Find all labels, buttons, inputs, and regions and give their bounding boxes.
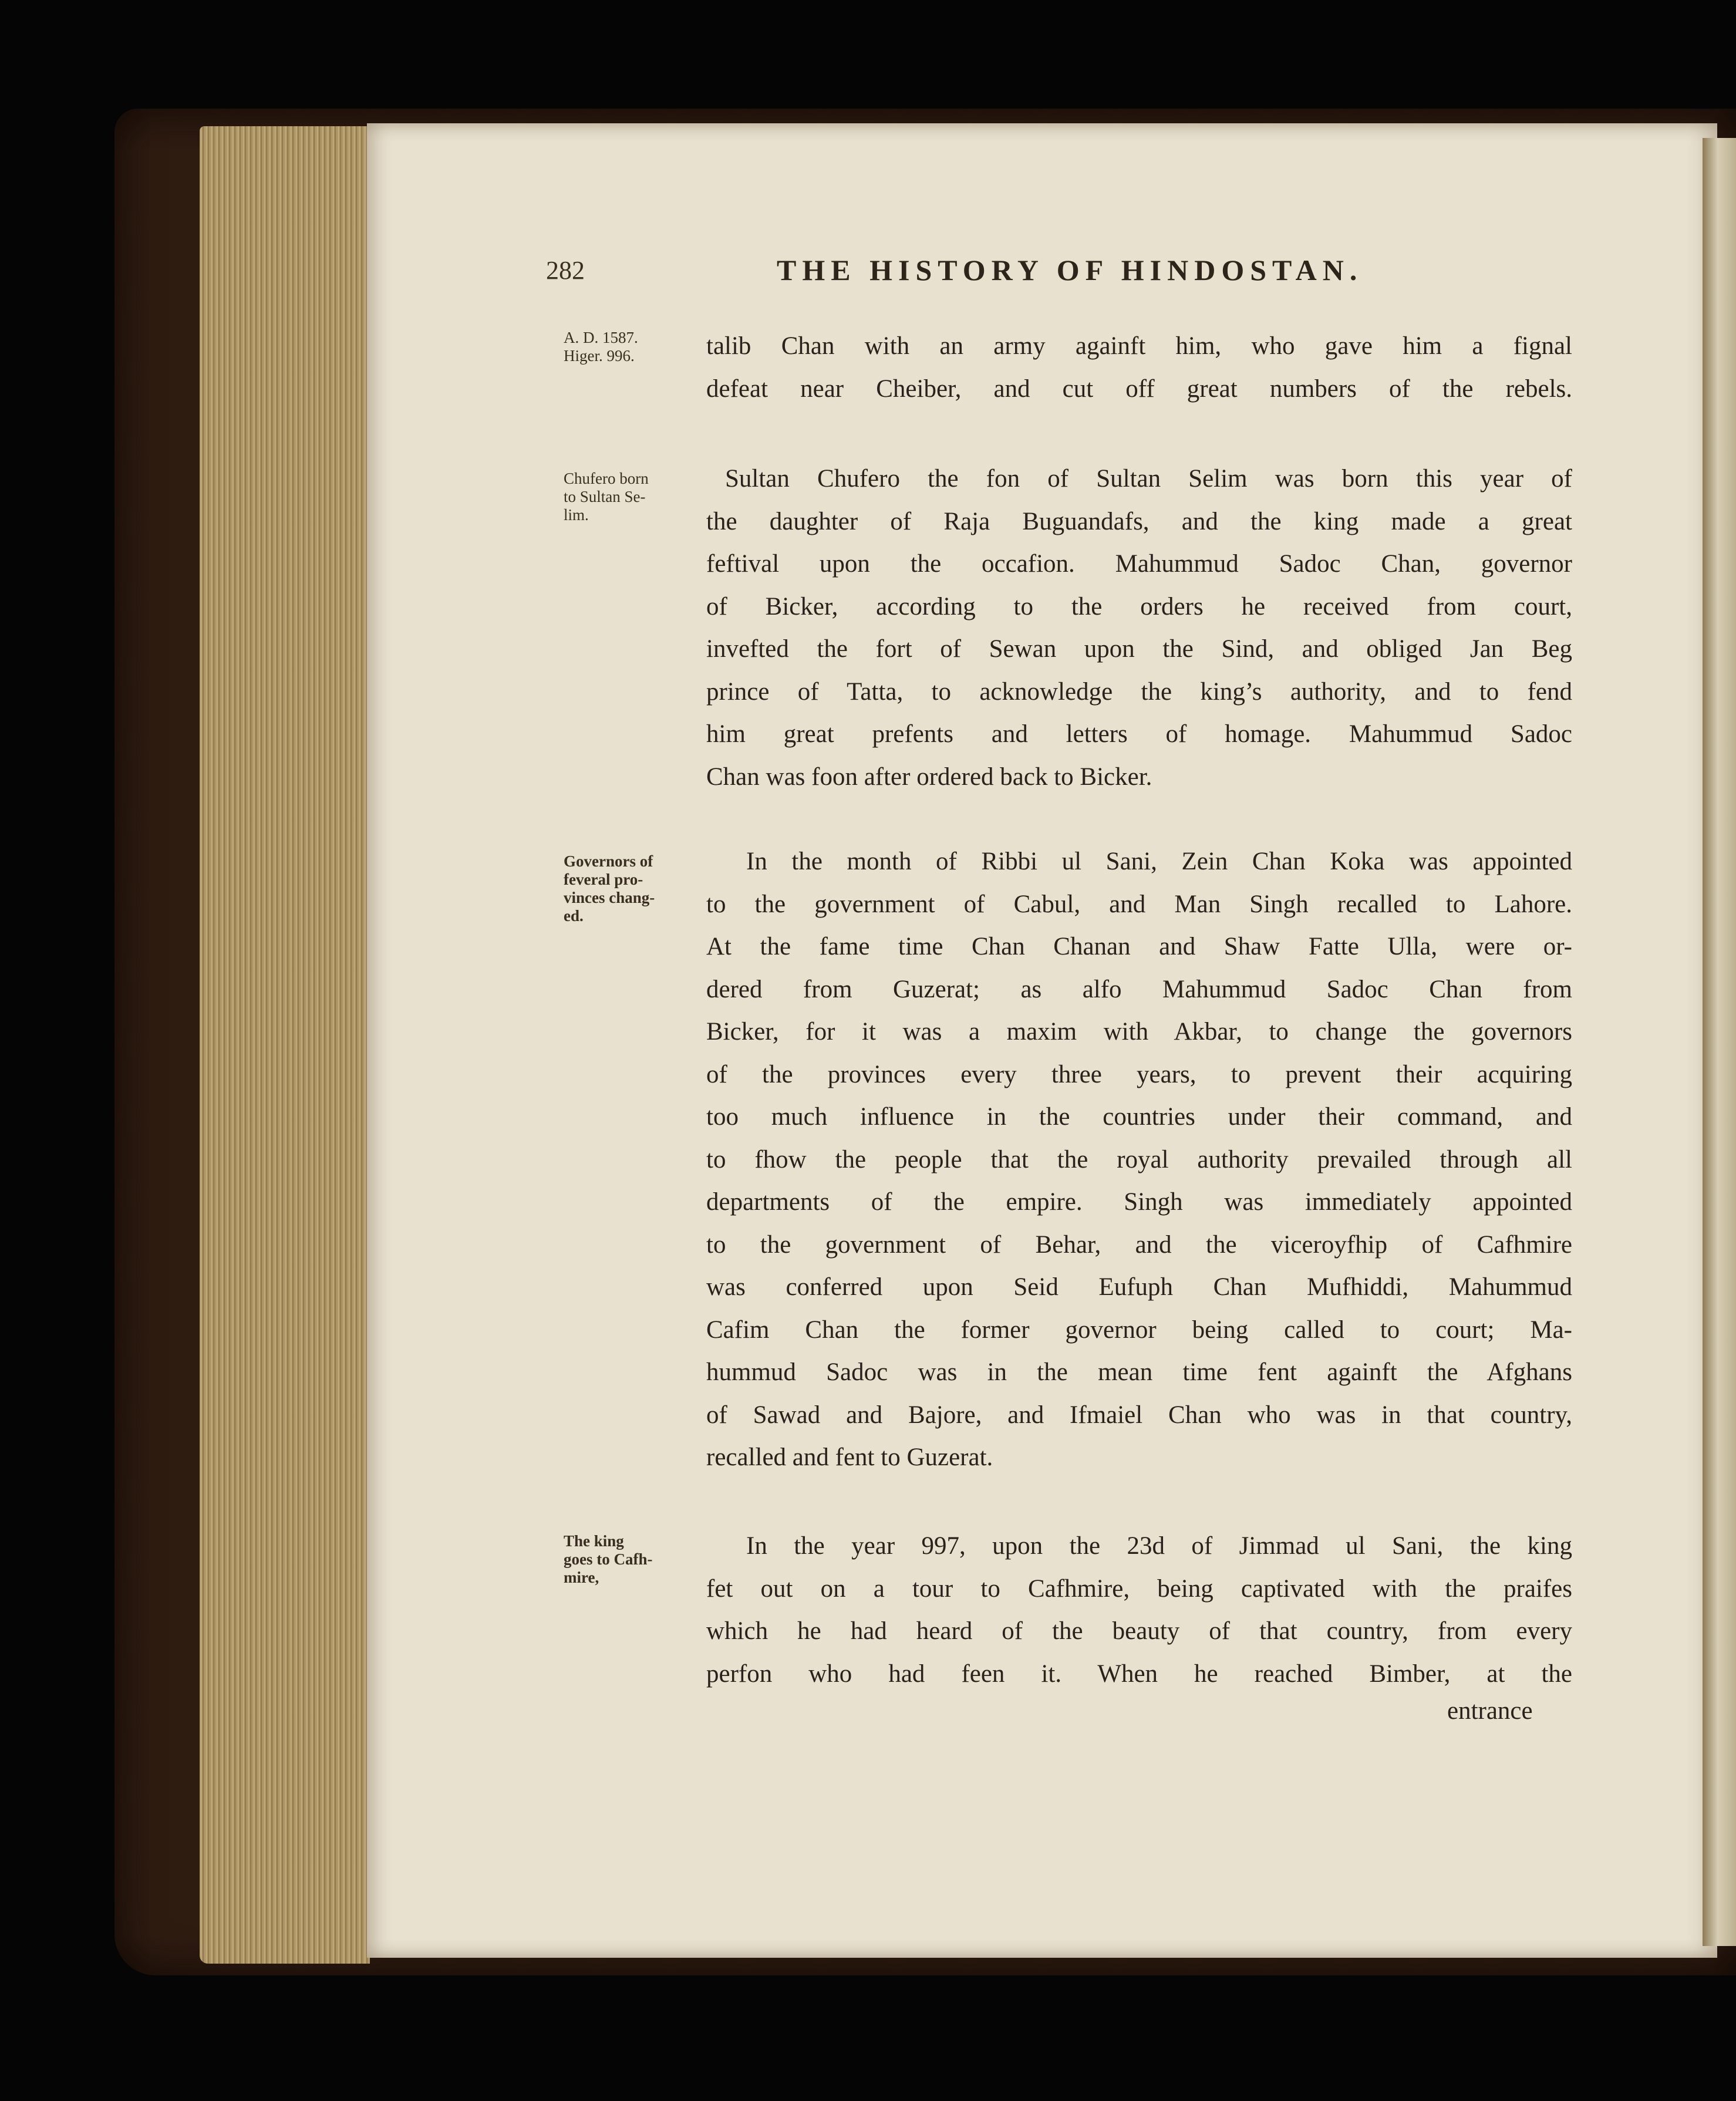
text-line: to fhow the people that the royal authority prevailed through all xyxy=(706,1145,1572,1173)
margin-note-date xyxy=(564,329,693,365)
text-line: departments of the empire. Singh was immediately appointed xyxy=(706,1188,1572,1216)
text-line: to the government of Cabul, and Man Singh recalled to Lahore. xyxy=(706,890,1572,918)
margin-note-line: Higer. 996. xyxy=(564,347,635,365)
margin-note-line: to Sultan Se- xyxy=(564,488,646,505)
text-line: Sultan Chufero the fon of Sultan Selim was born this year of xyxy=(725,465,1572,493)
text-line: invefted the fort of Sewan upon the Sind, and obliged Jan Beg xyxy=(706,635,1572,663)
text-line: At the fame time Chan Chanan and Shaw Fatte Ulla, were or- xyxy=(706,933,1572,960)
text-line: him great prefents and letters of homage. Mahummud Sadoc xyxy=(706,720,1572,748)
margin-note-line: lim. xyxy=(564,506,589,524)
text-line: feftival upon the occafion. Mahummud Sadoc Chan, governor xyxy=(706,550,1572,578)
margin-note-line: ed. xyxy=(564,907,584,925)
text-line: fet out on a tour to Cafhmire, being captivated with the praifes xyxy=(706,1574,1572,1603)
text-line: the daughter of Raja Buguandafs, and the king made a great xyxy=(706,507,1572,535)
running-head: THE HISTORY OF HINDOSTAN. xyxy=(777,254,1363,286)
text-line: too much influence in the countries under their command, and xyxy=(706,1103,1572,1131)
text-line: to the government of Behar, and the viceroyfhip of Cafhmire xyxy=(706,1230,1572,1259)
margin-note-king xyxy=(564,1532,693,1587)
margin-note-line: Governors of xyxy=(564,852,653,870)
text-line: was conferred upon Seid Eufuph Chan Mufhiddi, Mahummud xyxy=(706,1273,1572,1301)
page-number: 282 xyxy=(546,256,585,285)
paragraph-2 xyxy=(706,458,1572,798)
text-line: of Sawad and Bajore, and Ifmaiel Chan who was in that country, xyxy=(706,1401,1572,1429)
page-edges xyxy=(200,126,370,1964)
text-line: prince of Tatta, to acknowledge the king’s authority, and to fend xyxy=(706,677,1572,706)
text-line: of the provinces every three years, to prevent their acquiring xyxy=(706,1060,1572,1088)
margin-note-line: A. D. 1587. xyxy=(564,329,638,346)
text-line: Cafim Chan the former governor being called to court; Ma- xyxy=(706,1316,1572,1344)
paragraph-3 xyxy=(706,841,1572,1479)
text-line: dered from Guzerat; as alfo Mahummud Sadoc Chan from xyxy=(706,975,1572,1003)
paragraph-4 xyxy=(706,1525,1572,1695)
text-line: In the year 997, upon the 23d of Jimmad ul Sani, the king xyxy=(746,1532,1572,1560)
paragraph-1 xyxy=(706,325,1572,410)
margin-note-line: feveral pro- xyxy=(564,871,643,888)
text-line: of Bicker, according to the orders he received from court, xyxy=(706,592,1572,620)
text-line: Bicker, for it was a maxim with Akbar, to change the governors xyxy=(706,1018,1572,1046)
text-line: which he had heard of the beauty of that country, from every xyxy=(706,1617,1572,1645)
text-line: Chan was foon after ordered back to Bicker. xyxy=(706,763,1152,791)
text-line: hummud Sadoc was in the mean time fent againft the Afghans xyxy=(706,1358,1572,1386)
margin-note-line: goes to Cafh- xyxy=(564,1550,653,1568)
facing-page-edge xyxy=(1703,138,1736,1946)
text-line: In the month of Ribbi ul Sani, Zein Chan Koka was appointed xyxy=(746,848,1572,875)
margin-note-governors xyxy=(564,852,693,925)
margin-note-line: mire, xyxy=(564,1569,599,1586)
catchword: entrance xyxy=(1447,1697,1533,1725)
margin-note-line: vinces chang- xyxy=(564,889,655,906)
text-line: perfon who had feen it. When he reached Bimber, at the xyxy=(706,1660,1572,1688)
margin-note-chusero xyxy=(564,470,693,524)
text-line: recalled and fent to Guzerat. xyxy=(706,1444,993,1471)
text-line: defeat near Cheiber, and cut off great numbers of the rebels. xyxy=(706,375,1572,403)
page-header xyxy=(546,255,1573,296)
text-line: talib Chan with an army againft him, who gave him a fignal xyxy=(706,332,1572,360)
margin-note-line: Chufero born xyxy=(564,470,649,487)
margin-note-line: The king xyxy=(564,1532,624,1550)
